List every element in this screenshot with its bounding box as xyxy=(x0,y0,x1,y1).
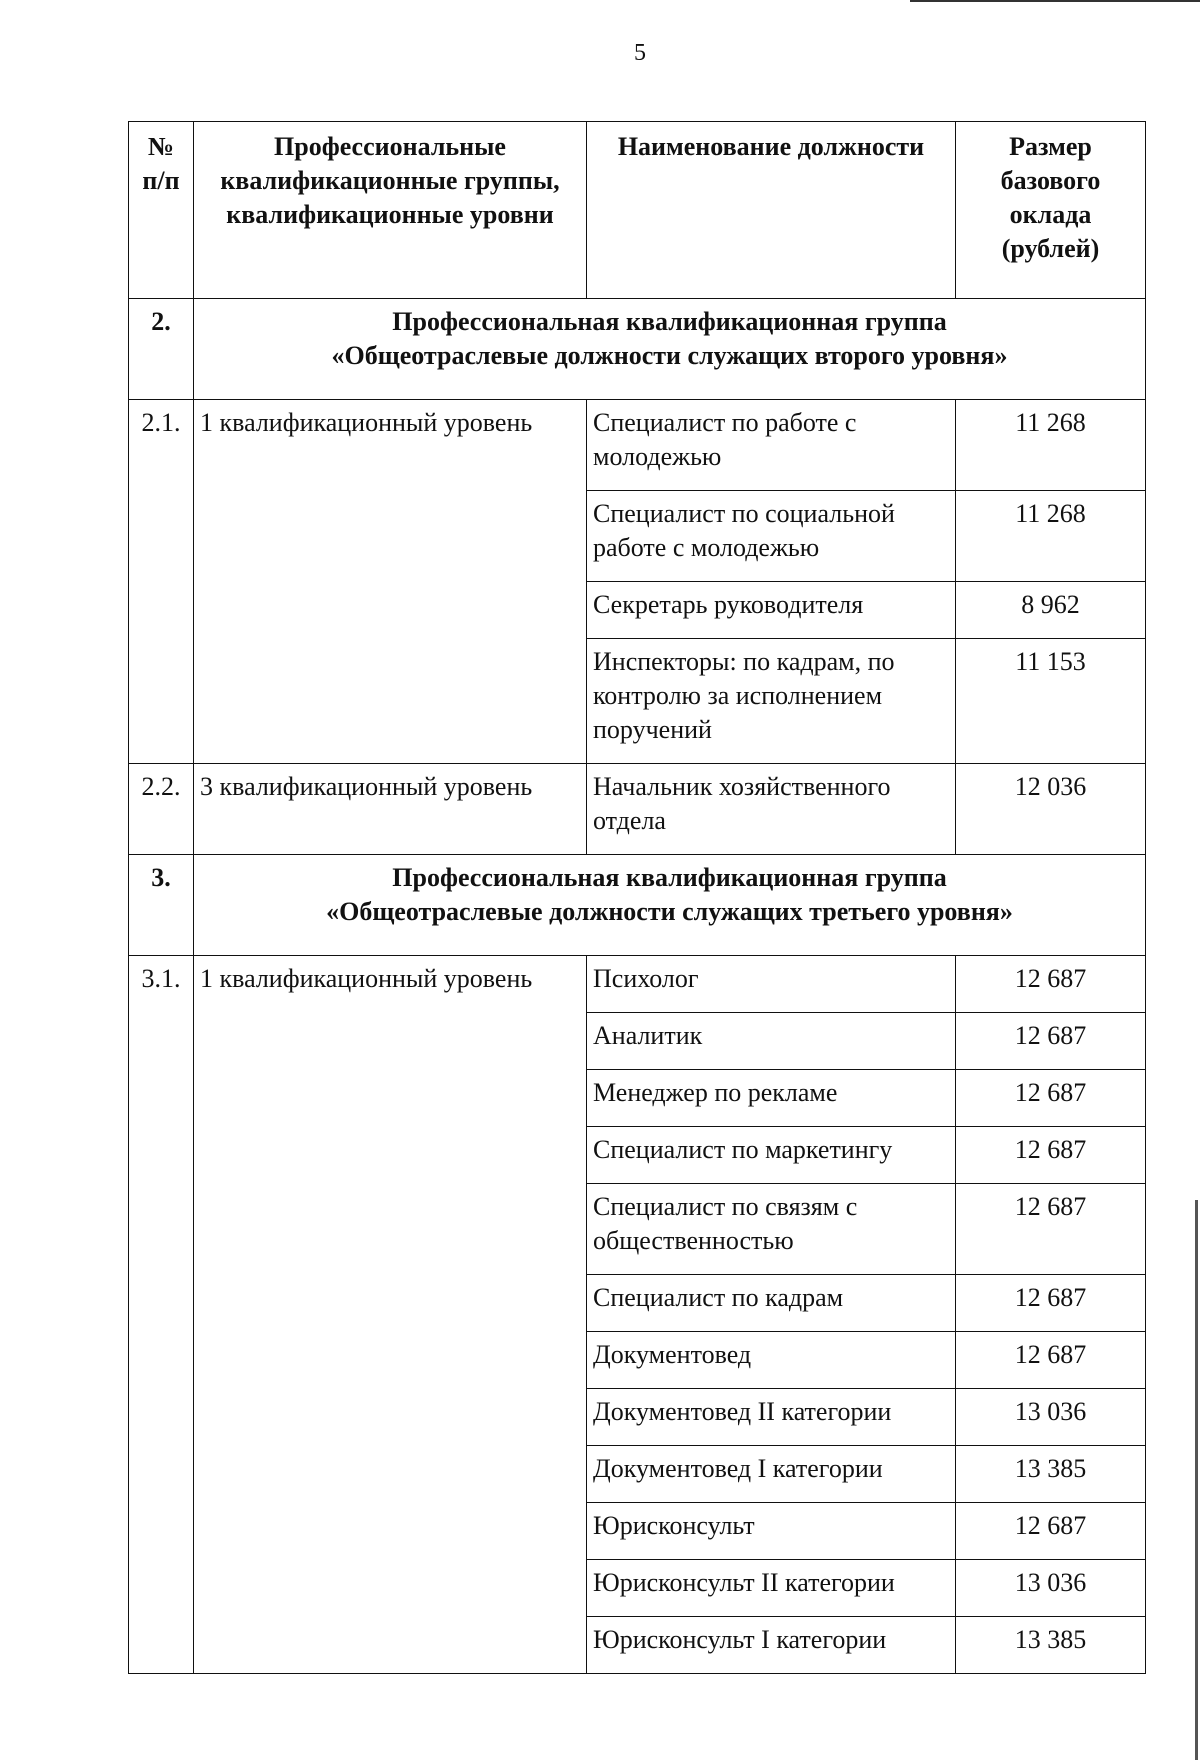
top-scan-rule xyxy=(910,0,1200,2)
section-row xyxy=(129,299,1146,400)
salary-table xyxy=(128,121,1146,1674)
position-name: Специалист по кадрам xyxy=(587,1275,956,1332)
position-name: Специалист по маркетингу xyxy=(587,1127,956,1184)
page-number: 5 xyxy=(634,40,646,66)
level-number: 3.1. xyxy=(129,956,194,1674)
salary-value: 11 153 xyxy=(956,639,1146,764)
position-name: Психолог xyxy=(587,956,956,1013)
table-row xyxy=(129,764,1146,855)
salary-value: 8 962 xyxy=(956,582,1146,639)
salary-value: 12 687 xyxy=(956,1275,1146,1332)
salary-value: 13 036 xyxy=(956,1560,1146,1617)
section-number: 2. xyxy=(129,299,194,400)
table-row xyxy=(129,400,1146,491)
position-name: Начальник хозяйственного отдела xyxy=(587,764,956,855)
position-name: Юрисконсульт I категории xyxy=(587,1617,956,1674)
salary-value: 11 268 xyxy=(956,400,1146,491)
position-name: Секретарь руководителя xyxy=(587,582,956,639)
position-name: Юрисконсульт II категории xyxy=(587,1560,956,1617)
qualification-level: 1 квалификационный уровень xyxy=(194,956,587,1674)
header-group: Профессиональные квалификационные группы, квалификационные уровни xyxy=(194,122,587,299)
salary-value: 12 036 xyxy=(956,764,1146,855)
salary-value: 12 687 xyxy=(956,1127,1146,1184)
position-name: Юрисконсульт xyxy=(587,1503,956,1560)
position-name: Специалист по работе с молодежью xyxy=(587,400,956,491)
section-title xyxy=(194,299,1146,400)
section-title-line: «Общеотраслевые должности служащих третьего уровня» xyxy=(326,897,1013,926)
salary-value: 12 687 xyxy=(956,1503,1146,1560)
salary-value: 13 385 xyxy=(956,1617,1146,1674)
header-salary: Размер базового оклада (рублей) xyxy=(956,122,1146,299)
qualification-level: 1 квалификационный уровень xyxy=(194,400,587,764)
right-scan-rule xyxy=(1195,1200,1198,1760)
qualification-level: 3 квалификационный уровень xyxy=(194,764,587,855)
level-number: 2.2. xyxy=(129,764,194,855)
section-title-line: «Общеотраслевые должности служащих второго уровня» xyxy=(331,341,1008,370)
salary-value: 13 036 xyxy=(956,1389,1146,1446)
position-name: Документовед xyxy=(587,1332,956,1389)
salary-value: 12 687 xyxy=(956,956,1146,1013)
salary-value: 12 687 xyxy=(956,1332,1146,1389)
header-position: Наименование должности xyxy=(587,122,956,299)
position-name: Документовед I категории xyxy=(587,1446,956,1503)
position-name: Инспекторы: по кадрам, по контролю за исполнением поручений xyxy=(587,639,956,764)
table-header-row xyxy=(129,122,1146,299)
level-number: 2.1. xyxy=(129,400,194,764)
position-name: Документовед II категории xyxy=(587,1389,956,1446)
salary-value: 13 385 xyxy=(956,1446,1146,1503)
position-name: Менеджер по рекламе xyxy=(587,1070,956,1127)
table-row xyxy=(129,956,1146,1013)
salary-value: 12 687 xyxy=(956,1070,1146,1127)
position-name: Специалист по социальной работе с молодежью xyxy=(587,491,956,582)
salary-value: 12 687 xyxy=(956,1184,1146,1275)
header-num: № п/п xyxy=(129,122,194,299)
section-title xyxy=(194,855,1146,956)
position-name: Аналитик xyxy=(587,1013,956,1070)
section-title-line: Профессиональная квалификационная группа xyxy=(392,863,947,892)
salary-value: 12 687 xyxy=(956,1013,1146,1070)
salary-value: 11 268 xyxy=(956,491,1146,582)
position-name: Специалист по связям с общественностью xyxy=(587,1184,956,1275)
section-row xyxy=(129,855,1146,956)
section-title-line: Профессиональная квалификационная группа xyxy=(392,307,947,336)
section-number: 3. xyxy=(129,855,194,956)
